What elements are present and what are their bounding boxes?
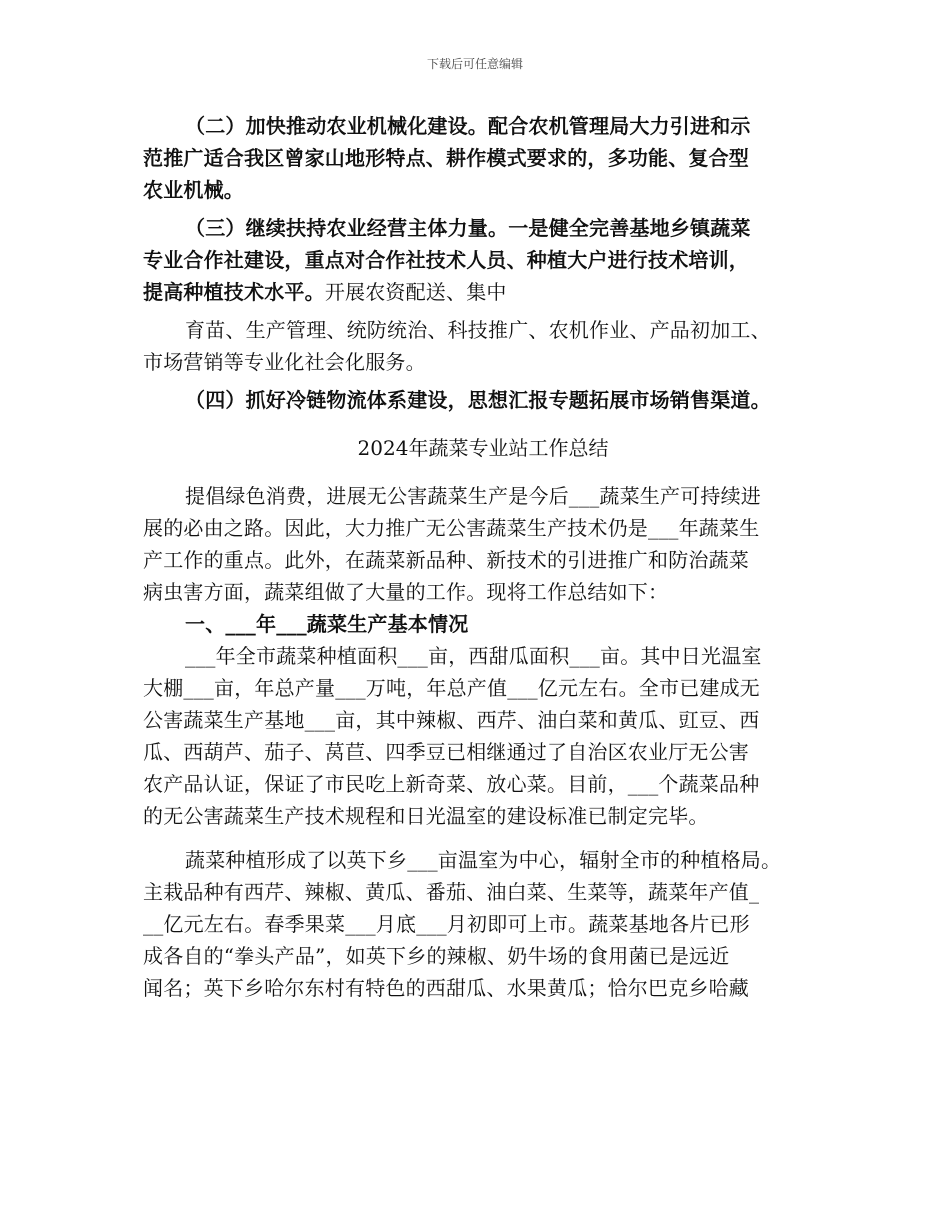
paragraph-production: [143, 640, 823, 832]
text-line: 公害蔬菜生产基地___亩，其中辣椒、西芹、油白菜和黄瓜、豇豆、西: [143, 708, 760, 732]
text-line: 农产品认证，保证了市民吃上新奇菜、放心菜。目前，___个蔬菜品种: [143, 772, 760, 796]
text-line: 市场营销等专业化社会化服务。: [143, 350, 426, 374]
text-line: 农业机械。: [143, 178, 244, 202]
text-line: ___年全市蔬菜种植面积___亩，西甜瓜面积___亩。其中日光温室: [185, 644, 762, 668]
text-normal-part: 开展农资配送、集中: [324, 280, 507, 304]
text-line: 闻名；英下乡哈尔东村有特色的西甜瓜、水果黄瓜；恰尔巴克乡哈藏: [143, 976, 749, 1000]
text-line: 蔬菜种植形成了以英下乡___亩温室为中心，辐射全市的种植格局。: [185, 848, 782, 872]
text-bold-part: 提高种植技术水平。: [143, 280, 325, 304]
text-line: 专业合作社建设，重点对合作社技术人员、种植大户进行技术培训，: [143, 248, 749, 272]
text-line: 的无公害蔬菜生产技术规程和日光温室的建设标准已制定完毕。: [143, 804, 709, 828]
text-line: 主栽品种有西芹、辣椒、黄瓜、番茄、油白菜、生菜等，蔬菜年产值_: [143, 880, 760, 904]
text-line: 范推广适合我区曾家山地形特点、耕作模式要求的，多功能、复合型: [143, 146, 749, 170]
page-header: 下载后可任意编辑: [426, 57, 523, 71]
section-heading: 一、___年___蔬菜生产基本情况: [185, 612, 469, 636]
paragraph-operators: [143, 212, 823, 308]
text-line: 育苗、生产管理、统防统治、科技推广、农机作业、产品初加工、: [185, 318, 771, 342]
paragraph-intro: [143, 480, 823, 608]
paragraph-services: [143, 314, 823, 378]
document-body: [143, 110, 823, 1004]
text-line: [143, 276, 823, 308]
text-line: （二）加快推动农业机械化建设。配合农机管理局大力引进和示: [185, 114, 751, 138]
text-line: 成各自的“拳头产品”，如英下乡的辣椒、奶牛场的食用菌已是远近: [143, 944, 730, 968]
document-title: 2024年蔬菜专业站工作总结: [357, 436, 609, 460]
paragraph-mechanization: [143, 110, 823, 206]
text-line: 产工作的重点。此外，在蔬菜新品种、新技术的引进推广和防治蔬菜: [143, 548, 749, 572]
text-line: （三）继续扶持农业经营主体力量。一是健全完善基地乡镇蔬菜: [185, 216, 751, 240]
text-line: 展的必由之路。因此，大力推广无公害蔬菜生产技术仍是___年蔬菜生: [143, 516, 760, 540]
text-line: 提倡绿色消费，进展无公害蔬菜生产是今后___蔬菜生产可持续进: [185, 484, 761, 508]
paragraph-planting-pattern: [143, 844, 823, 1004]
text-line: __亿元左右。春季果菜___月底___月初即可上市。蔬菜基地各片已形: [143, 912, 750, 936]
paragraph-cold-chain: （四）抓好冷链物流体系建设，思想汇报专题拓展市场销售渠道。: [185, 388, 771, 412]
text-line: 病虫害方面，蔬菜组做了大量的工作。现将工作总结如下：: [143, 580, 669, 604]
text-line: 瓜、西葫芦、茄子、莴苣、四季豆已相继通过了自治区农业厅无公害: [143, 740, 749, 764]
text-line: 大棚___亩，年总产量___万吨，年总产值___亿元左右。全市已建成无: [143, 676, 760, 700]
